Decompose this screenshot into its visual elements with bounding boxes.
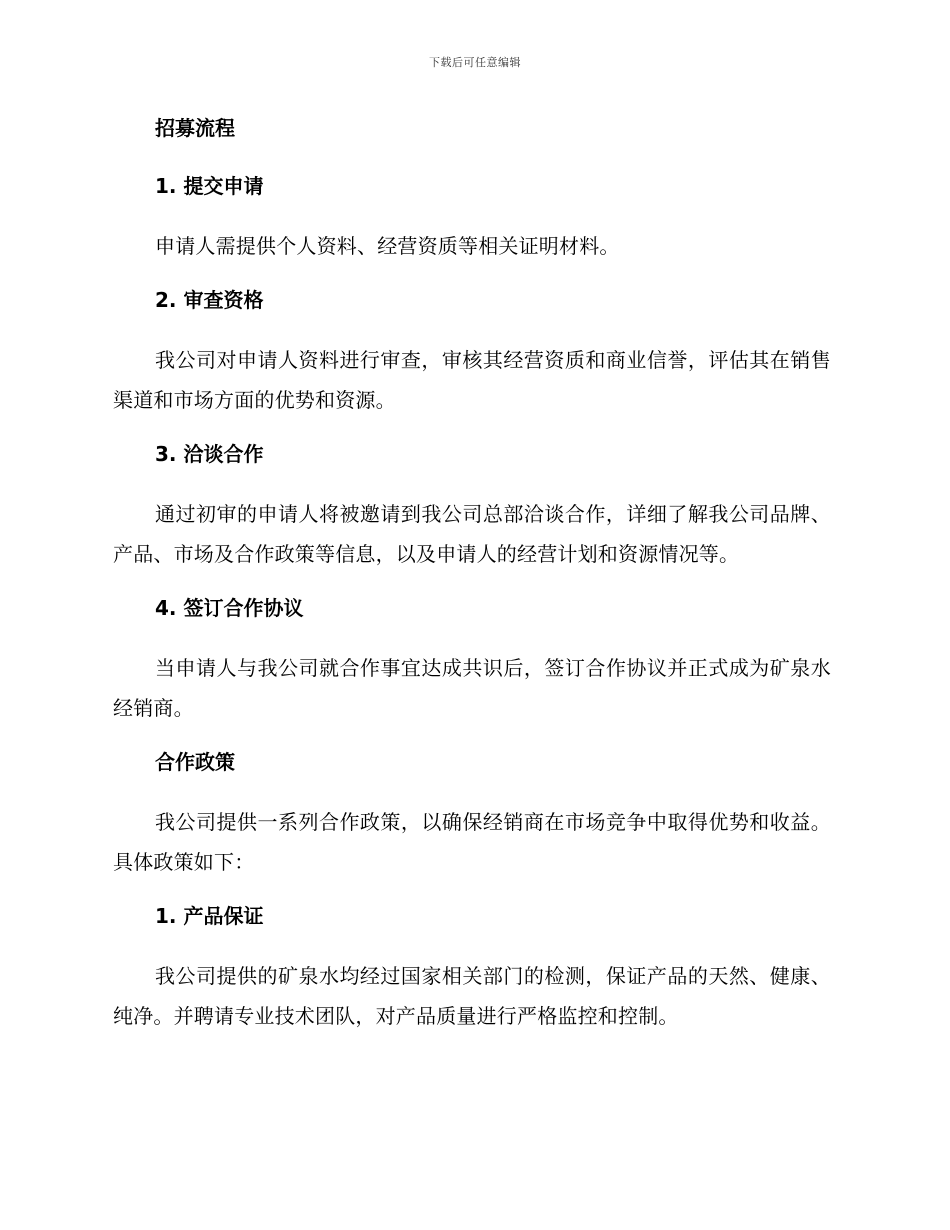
section-title-recruitment: 招募流程 [155, 116, 235, 140]
step-title-sign: 4. 签订合作协议 [155, 596, 304, 620]
step-title-submit: 1. 提交申请 [155, 174, 264, 198]
step-text-negotiate: 通过初审的申请人将被邀请到我公司总部洽谈合作，详细了解我公司品牌、产品、市场及合作政策等信息，以及申请人的经营计划和资源情况等。 [113, 502, 831, 566]
document-body [113, 110, 831, 1052]
step-text-submit: 申请人需提供个人资料、经营资质等相关证明材料。 [155, 234, 620, 258]
policy-title-product-guarantee: 1. 产品保证 [155, 904, 264, 928]
step-title-negotiate: 3. 洽谈合作 [155, 442, 264, 466]
policy-text-product-guarantee: 我公司提供的矿泉水均经过国家相关部门的检测，保证产品的天然、健康、纯净。并聘请专业技术团队，对产品质量进行严格监控和控制。 [113, 964, 831, 1028]
step-text-review: 我公司对申请人资料进行审查，审核其经营资质和商业信誉，评估其在销售渠道和市场方面的优势和资源。 [113, 348, 831, 412]
section-title-policy: 合作政策 [155, 750, 235, 774]
header-note: 下载后可任意编辑 [429, 56, 521, 69]
step-text-sign: 当申请人与我公司就合作事宜达成共识后，签订合作协议并正式成为矿泉水经销商。 [113, 656, 831, 720]
section-text-policy: 我公司提供一系列合作政策，以确保经销商在市场竞争中取得优势和收益。具体政策如下： [113, 810, 831, 874]
step-title-review: 2. 审查资格 [155, 288, 264, 312]
